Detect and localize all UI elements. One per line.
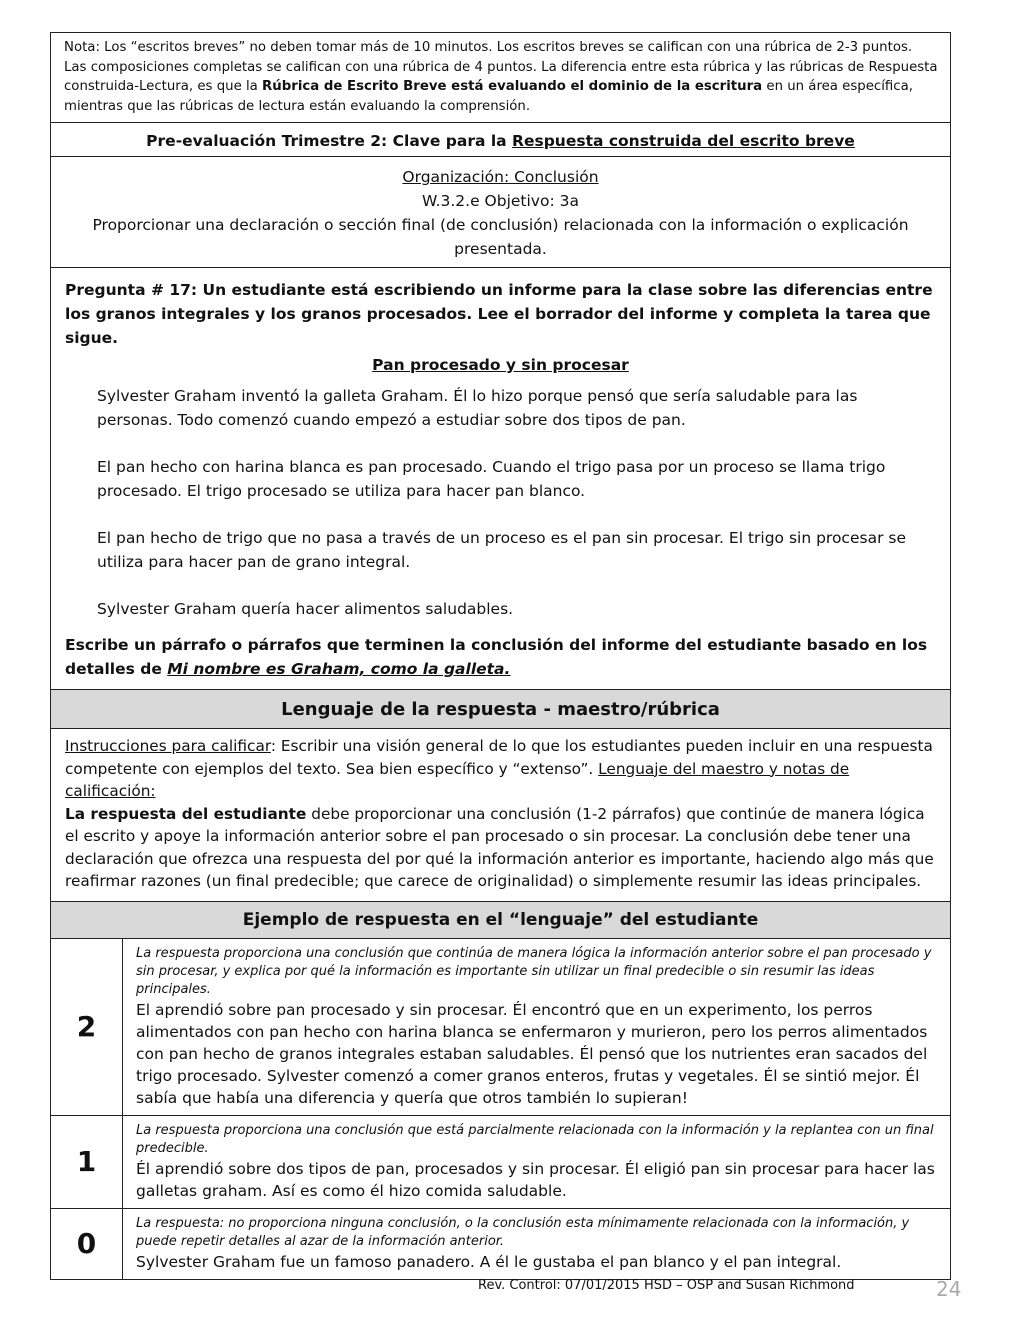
score-cell: 0 (51, 1209, 123, 1279)
passage-paragraph: El pan hecho con harina blanca es pan procesado. Cuando el trigo pasa por un proceso se llama trigo procesado. El trigo procesado se utiliza para hacer pan blanco. (97, 458, 886, 500)
score-cell: 2 (51, 939, 123, 1115)
preeval-prefix: Pre-evaluación Trimestre 2: Clave para la (146, 132, 513, 150)
instructions-section (51, 729, 950, 902)
rubric-row-1 (51, 1116, 950, 1209)
organization-section (51, 157, 950, 268)
page-number: 24 (936, 1277, 962, 1301)
teacher-rubric-band: Lenguaje de la respuesta - maestro/rúbrica (51, 690, 950, 729)
passage-paragraph: El pan hecho de trigo que no pasa a través de un proceso es el pan sin procesar. El trigo sin procesar se utiliza para hacer pan de grano integral. (97, 529, 906, 571)
organization-standard: W.3.2.e Objetivo: 3a (422, 192, 579, 210)
rubric-description: La respuesta proporciona una conclusión que continúa de manera lógica la información anterior sobre el pan procesado y sin procesar, y explica por qué la información es importante sin utilizar un final predecible o sin resumir las ideas principales. (136, 945, 932, 997)
note-text-1: Nota: Los “escritos breves” no deben tomar más de 10 minutos. Los escritos breves se califican con una rúbrica de 2-3 puntos. Las composiciones completas se califican con una rúbrica de 4 puntos. La diferencia entre esta rúbrica y las rúbricas de Respuesta construida-Lectura, es que la (64, 40, 938, 94)
rubric-description: La respuesta: no proporciona ninguna conclusión, o la conclusión esta mínimamente relacionada con la información, y puede repetir detalles al azar de la información anterior. (136, 1215, 910, 1249)
student-example-band: Ejemplo de respuesta en el “lenguaje” del estudiante (51, 902, 950, 939)
revision-footer: Rev. Control: 07/01/2015 HSD – OSP and Susan Richmond (478, 1278, 855, 1293)
passage-paragraph: Sylvester Graham quería hacer alimentos saludables. (97, 600, 514, 618)
instructions-text-1: : Escribir una visión general de lo que los estudiantes pueden incluir en una respuesta competente con ejemplos del texto. Sea bien específico y “extenso”. (65, 737, 933, 778)
note-text-2: en un área específica, mientras que las rúbricas de lectura están evaluando la comprensión. (64, 79, 913, 114)
writing-task-text: Escribe un párrafo o párrafos que terminen la conclusión del informe del estudiante basado en los detalles de (65, 636, 928, 678)
rubric-description: La respuesta proporciona una conclusión que está parcialmente relacionada con la información y la replantea con un final predecible. (136, 1122, 934, 1156)
instructions-text-2: debe proporcionar una conclusión (1-2 párrafos) que continúe de manera lógica el escrito y apoye la información anterior sobre el pan procesado o sin procesar. La conclusión debe tener una declaración que ofrezca una respuesta del por qué la información anterior es importante, haciendo algo más que reafirmar razones (un final predecible; que carece de originalidad) o simplemente resumir las ideas principales. (65, 804, 934, 890)
writing-task (65, 633, 936, 681)
preeval-heading (51, 123, 950, 157)
score-cell: 1 (51, 1116, 123, 1208)
rubric-example: Él aprendió sobre dos tipos de pan, procesados y sin procesar. Él eligió pan sin procesar para hacer las galletas graham. Así es como él hizo comida saludable. (136, 1159, 935, 1200)
note-section (51, 33, 950, 123)
book-title: Mi nombre es Graham, como la galleta. (167, 660, 511, 678)
document-table (50, 32, 951, 1280)
organization-title: Organización: Conclusión (402, 168, 599, 186)
note-bold-text: Rúbrica de Escrito Breve está evaluando el dominio de la escritura (262, 79, 763, 94)
instructions-label: Instrucciones para calificar (65, 737, 271, 755)
passage-title: Pan procesado y sin procesar (372, 356, 629, 374)
rubric-example: Sylvester Graham fue un famoso panadero. A él le gustaba el pan blanco y el pan integral. (136, 1252, 842, 1271)
passage-paragraph: Sylvester Graham inventó la galleta Graham. Él lo hizo porque pensó que sería saludable para las personas. Todo comenzó cuando empezó a estudiar sobre dos tipos de pan. (97, 387, 858, 429)
teacher-language-label: Lenguaje del maestro y notas de calificación: (65, 759, 850, 800)
question-section (51, 268, 950, 690)
question-prompt: Pregunta # 17: Un estudiante está escribiendo un informe para la clase sobre las diferencias entre los granos integrales y los granos procesados. Lee el borrador del informe y completa la tarea que sigue. (65, 281, 933, 347)
organization-description: Proporcionar una declaración o sección final (de conclusión) relacionada con la información o explicación presentada. (92, 216, 909, 258)
rubric-content (123, 939, 950, 1115)
rubric-content (123, 1116, 950, 1208)
rubric-content (123, 1209, 950, 1279)
rubric-row-2 (51, 939, 950, 1116)
rubric-example: El aprendió sobre pan procesado y sin procesar. Él encontró que en un experimento, los perros alimentados con pan hecho con harina blanca se enfermaron y murieron, pero los perros alimentados con pan hecho de granos integrales estaban saludables. Él pensó que los nutrientes eran sacados del trigo procesado. Sylvester comenzó a comer granos enteros, frutas y vegetales. Él se sintió mejor. Él sabía que había una diferencia y quería que otros también lo supieran! (136, 1000, 928, 1107)
instructions-bold: La respuesta del estudiante (65, 804, 307, 823)
preeval-underlined: Respuesta construida del escrito breve (512, 132, 855, 150)
rubric-row-0 (51, 1209, 950, 1279)
